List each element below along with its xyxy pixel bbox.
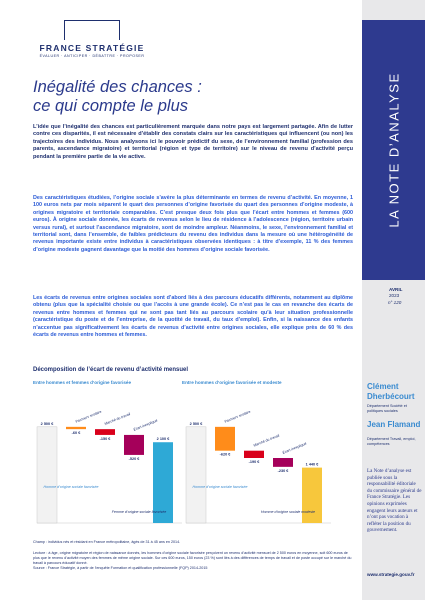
- author-1-first: Clément: [367, 382, 399, 391]
- note-source: Source : France Stratégie, à partir de l’enquête Formation et qualification professionnelle (FQP) 2014-2015: [33, 566, 208, 570]
- chart-1-value-label-2: -190 €: [248, 460, 260, 464]
- author-1-department: Département Société et politiques sociales: [367, 404, 407, 413]
- note-lecture: Lecture : à âge, origine migratoire et région de naissance donnés, les hommes d’origine sociale favorisée perçoivent un revenu d’activité mensuel de 2 500 euros en moyenne, soit 600 euros de plus que le revenu d’activité moyen des femmes de même origine sociale. Sur ces 600 euros, 150 euros (23 %) sont liés à des différences de temps de travail et de poste occupé sur le marché du travail à parcours éducatif donné.: [33, 551, 352, 565]
- issue-year: 2023: [389, 293, 400, 298]
- editorial-note: La Note d’analyse est publiée sous la responsabilité éditoriale du commissaire général de France Stratégie. Les opinions exprimées engagent leurs auteurs et n’ont pas vocation à refléter la position du gouvernement.: [367, 468, 422, 534]
- issue-month: AVRIL: [389, 287, 403, 292]
- chart-0-value-label-4: 2 100 €: [156, 437, 170, 442]
- chart-1-value-label-3: -230 €: [277, 468, 289, 473]
- title-line-1: Inégalité des chances :: [33, 78, 202, 96]
- chart-0-bar-0: [37, 427, 57, 523]
- chart-0-category-label-1: Parcours scolaire: [74, 409, 103, 424]
- author-2-department: Département Travail, emploi, compétences: [367, 437, 416, 446]
- chart-1-value-label-0: 2 500 €: [189, 421, 203, 426]
- chart-0-category-label-3: Écart inexpliqué: [132, 418, 159, 432]
- chart-0-category-label-4: Femme d’origine sociale favorisée: [111, 510, 167, 514]
- waterfall-charts: [33, 388, 351, 538]
- title-line-2: ce qui compte le plus: [33, 97, 189, 115]
- figure-title: Décomposition de l’écart de revenu d’activité mensuel: [33, 367, 189, 373]
- author-2-name: Jean Flamand: [367, 420, 421, 429]
- chart-1-bar-0: [186, 427, 206, 523]
- chart-1-bar-1: [215, 427, 235, 451]
- chart-0-bar-1: [66, 427, 86, 429]
- chart-1-value-label-4: 1 440 €: [305, 462, 319, 467]
- chart-0-bar-3: [124, 435, 144, 455]
- issue-number: n° 120: [388, 300, 402, 305]
- chart-1-category-label-4: Homme d’origine sociale modeste: [260, 510, 316, 514]
- chart-1-bar-3: [273, 458, 293, 467]
- chart-0-value-label-2: -150 €: [99, 436, 111, 441]
- logo-tagline: ÉVALUER · ANTICIPER · DÉBATTRE · PROPOSER: [39, 54, 145, 58]
- chart-0-value-label-3: -520 €: [128, 456, 140, 461]
- chart-1-bar-2: [244, 451, 264, 458]
- figure-right-subtitle: Entre hommes d’origine favorisée et modeste: [182, 380, 282, 385]
- intro-paragraph: L’idée que l’inégalité des chances est particulièrement marquée dans notre pays est largement partagée. Afin de lutter contre ces disparités, il est nécessaire d’établir des constats clairs sur les caractéristiques qui influencent (ou non) les trajectoires des individus. Nous analysons ici le pouvoir prédictif du sexe, de l’environnement familial (profession des parents, ascendance migratoire) et territorial (région et type de territoire) sur le niveau de revenu d’activité perçu pendant la première partie de la vie active.: [33, 124, 353, 160]
- chart-1-category-label-1: Parcours scolaire: [223, 409, 252, 424]
- logo-name: FRANCE STRATÉGIE: [39, 43, 145, 53]
- chart-0-value-label-0: 2 500 €: [40, 421, 54, 426]
- author-1-last: Dherbécourt: [367, 391, 415, 401]
- chart-0-category-label-0: Homme d’origine sociale favorisée: [43, 485, 99, 489]
- chart-1-category-label-0: Homme d’origine sociale favorisée: [192, 485, 248, 489]
- sidebar-band-title: [362, 20, 425, 280]
- chart-1-bar-4: [302, 468, 322, 523]
- chart-0-category-label-2: Marché du travail: [103, 412, 131, 427]
- website-link[interactable]: www.strategie.gouv.fr: [367, 572, 415, 577]
- body-paragraph-1: Des caractéristiques étudiées, l’origine sociale s’avère la plus déterminante en termes de revenu d’activité. En moyenne, 1 100 euros nets par mois séparent le quart des personnes d’origine favorisée du quart des personnes d’origine modeste, à origines migratoire et territoriale comparables. C’est presque deux fois plus que l’écart entre hommes et femmes (600 euros). À origine sociale donnée, les écarts de revenus selon le lieu de résidence à l’adolescence (région, territoire urbain versus rural), et surtout l’ascendance migratoire, sont de moindre ampleur. Néanmoins, le sexe, l’environnement familial et territorial sont, dans l’ensemble, de faibles prédicteurs du revenu des individus dans la mesure où une hétérogénéité de revenus importante existe entre individus à caractéristiques observées identiques : à titre d’exemple, 11 % des femmes d’origine modeste gagnent davantage que la moitié des hommes d’origine sociale favorisée.: [33, 195, 353, 253]
- body-paragraph-2: Les écarts de revenus entre origines sociales sont d’abord liés à des parcours éducatifs différents, notamment au diplôme obtenu (plus que la spécialité choisie ou que l’accès à une grande école). Ce n’est pas le cas en revanche des écarts de revenus entre hommes et femmes qui ne sont pas tant liés au parcours scolaire qu’à leur situation professionnelle (caractéristique du poste et de l’entreprise, de la quotité de travail, du taux d’emploi). Enfin, si la naissance des enfants n’accentue pas significativement les écarts de revenus d’activité entre origines sociales, elle explique près de 60 % des écarts de revenus entre hommes et femmes.: [33, 295, 353, 339]
- note-champ: Champ : individus nés et résidant en France métropolitaine, âgés de 31 à 45 ans en 2014.: [33, 540, 181, 544]
- chart-0-value-label-1: -60 €: [71, 431, 81, 436]
- logo-frame: [64, 20, 120, 40]
- band-title-text: LA NOTE D’ANALYSE: [386, 72, 401, 228]
- chart-1-category-label-2: Marché du travail: [252, 433, 280, 448]
- waterfall-chart-svg: [33, 388, 351, 538]
- page-title: [33, 78, 333, 116]
- author-1-name: [367, 382, 415, 401]
- figure-left-subtitle: Entre hommes et femmes d’origine favorisée: [33, 380, 132, 385]
- chart-1-value-label-1: -620 €: [219, 452, 231, 457]
- chart-1-category-label-3: Écart inexpliqué: [281, 441, 308, 455]
- chart-0-bar-2: [95, 429, 115, 435]
